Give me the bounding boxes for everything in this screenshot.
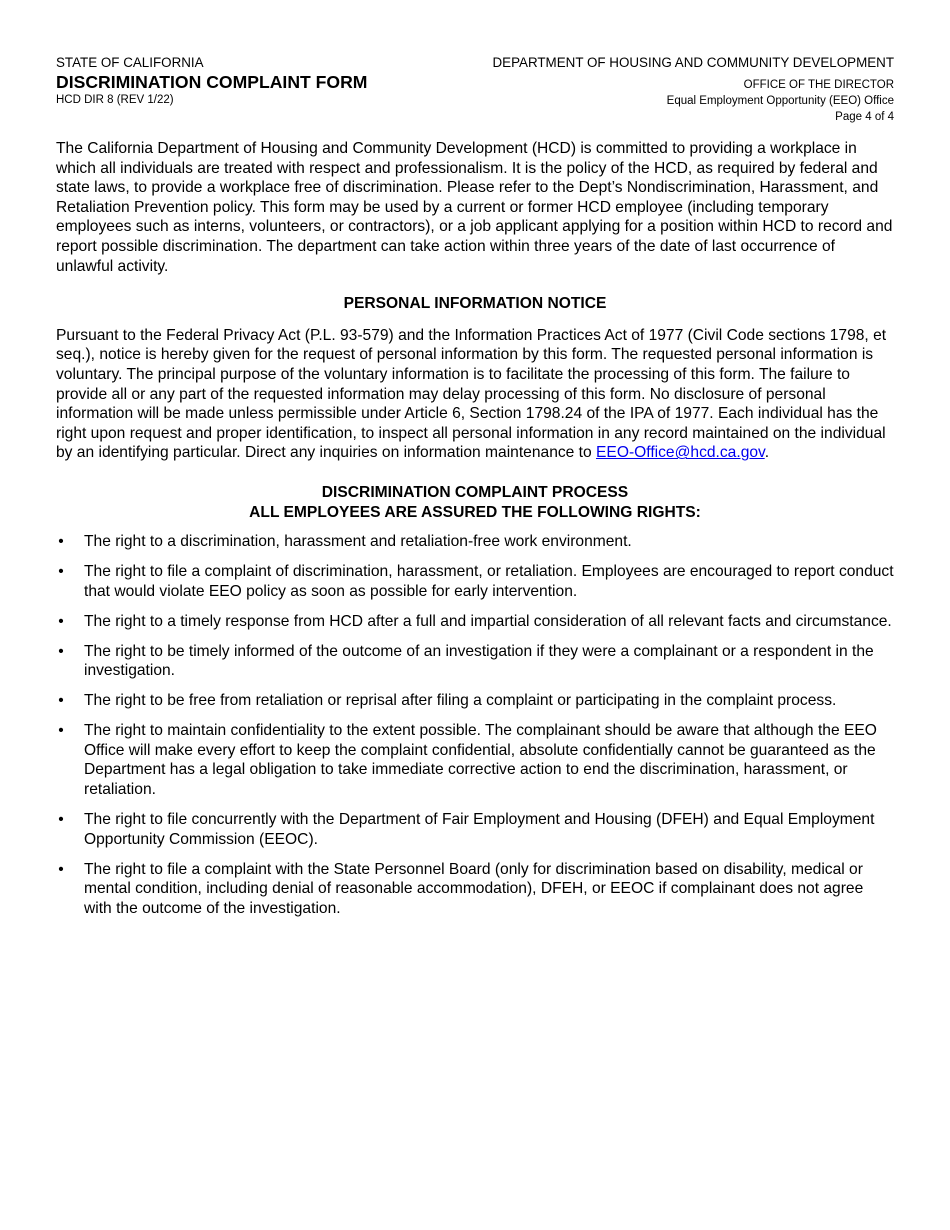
form-header: [56, 55, 894, 127]
form-title: DISCRIMINATION COMPLAINT FORM: [56, 72, 368, 92]
rights-list-item: [56, 860, 894, 919]
process-heading: [56, 483, 894, 522]
department-name: DEPARTMENT OF HOUSING AND COMMUNITY DEVELOPMENT: [492, 55, 894, 70]
rights-list: [56, 532, 894, 918]
intro-paragraph: The California Department of Housing and Community Development (HCD) is committed to providing a workplace in which all individuals are treated with respect and professionalism. It is the policy of the HCD, as required by federal and state laws, to provide a workplace free of discrimination. Please refer to the Dept’s Nondiscrimination, Harassment, and Retaliation Prevention policy. This form may be used by a current or former HCD employee (including temporary employees such as interns, volunteers, or contractors), or a job applicant applying for a position within HCD to record and report possible discrimination. The department can take action within three years of the date of last occurrence of unlawful activity.: [56, 140, 893, 275]
privacy-trailing: .: [764, 444, 770, 462]
document-page: [56, 55, 894, 929]
eeo-email-link[interactable]: EEO-Office@hcd.ca.gov: [596, 444, 765, 462]
bullet-icon: •: [58, 692, 64, 710]
rights-list-item: [56, 810, 894, 849]
rights-list-item: [56, 691, 894, 711]
state-label: STATE OF CALIFORNIA: [56, 55, 204, 70]
rights-list-item: [56, 721, 894, 799]
right-text: The right to be free from retaliation or reprisal after filing a complaint or participating in the complaint process.: [84, 692, 837, 710]
right-text: The right to be timely informed of the outcome of an investigation if they were a complainant or a respondent in the investigation.: [84, 642, 874, 680]
right-text: The right to file a complaint of discrimination, harassment, or retaliation. Employees are encouraged to report conduct that would violate EEO policy as soon as possible for early intervention.: [84, 563, 894, 600]
bullet-icon: •: [58, 533, 64, 551]
right-text: The right to maintain confidentiality to the extent possible. The complainant should be aware that although the EEO Office will make every effort to keep the complaint confidential, absolute confidentially cannot be guaranteed as the Department has a legal obligation to take immediate corrective action to end the discrimination, harassment, or retaliation.: [84, 722, 877, 798]
eeo-office-name: Equal Employment Opportunity (EEO) Office: [666, 95, 894, 107]
header-right: [492, 55, 894, 125]
bullet-icon: •: [58, 612, 64, 630]
bullet-icon: •: [58, 860, 64, 878]
right-text: The right to a discrimination, harassment and retaliation-free work environment.: [84, 533, 632, 551]
bullet-icon: •: [58, 810, 64, 828]
office-name: OFFICE OF THE DIRECTOR: [743, 79, 894, 91]
bullet-icon: •: [58, 722, 64, 740]
privacy-paragraph: [56, 326, 894, 463]
privacy-heading: PERSONAL INFORMATION NOTICE: [343, 295, 607, 313]
process-heading-line1: DISCRIMINATION COMPLAINT PROCESS: [321, 483, 629, 501]
rights-list-item: [56, 532, 894, 552]
rights-list-item: [56, 642, 894, 681]
rights-list-item: [56, 612, 894, 632]
bullet-icon: •: [58, 642, 64, 660]
form-code: HCD DIR 8 (REV 1/22): [56, 94, 174, 106]
right-text: The right to file concurrently with the Department of Fair Employment and Housing (DFEH) and Equal Employment Opportunity Commission (EEOC).: [84, 810, 875, 848]
bullet-icon: •: [58, 563, 64, 581]
rights-list-item: [56, 562, 894, 601]
page-number: Page 4 of 4: [835, 111, 894, 123]
header-left: [56, 55, 367, 107]
process-heading-line2: ALL EMPLOYEES ARE ASSURED THE FOLLOWING RIGHTS:: [249, 503, 701, 521]
right-text: The right to file a complaint with the State Personnel Board (only for discrimination based on disability, medical or mental condition, including denial of reasonable accommodation), DFEH, or EEOC if complainant does not agree with the outcome of the investigation.: [84, 860, 864, 917]
privacy-text: Pursuant to the Federal Privacy Act (P.L. 93-579) and the Information Practices Act of 1977 (Civil Code sections 1798, et seq.), notice is hereby given for the request of personal information by this form. The requested personal information is voluntary. The principal purpose of the voluntary information is to facilitate the processing of this form. The failure to provide all or any part of the requested information may delay processing of this form. No disclosure of personal information will be made unless permissible under Article 6, Section 1798.24 of the IPA of 1977. Each individual has the right upon request and proper identification, to inspect all personal information in any record maintained on the individual by an identifying particular. Direct any inquiries on information maintenance to: [56, 326, 887, 462]
right-text: The right to a timely response from HCD after a full and impartial consideration of all relevant facts and circumstance.: [84, 612, 892, 630]
